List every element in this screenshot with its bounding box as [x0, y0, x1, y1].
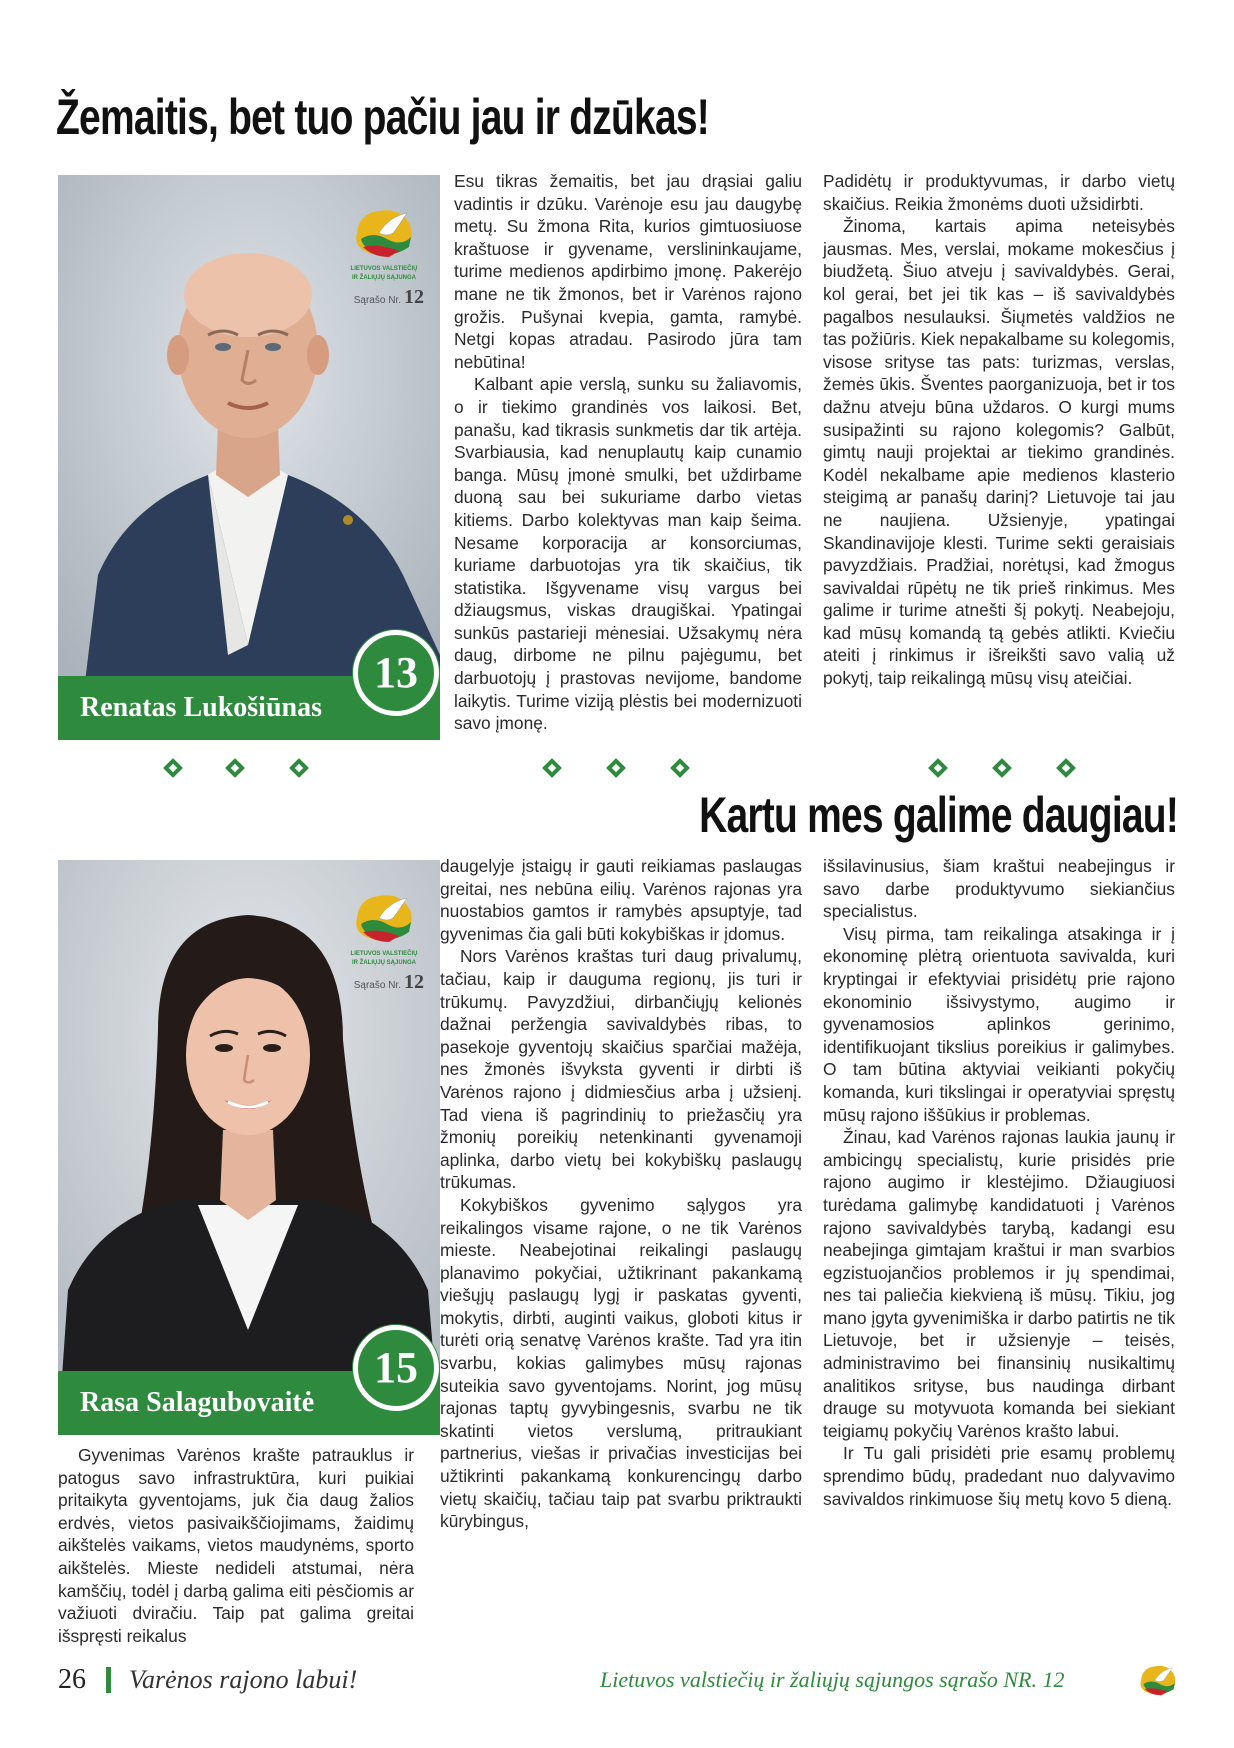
list-number: 12 [404, 971, 424, 993]
footer-divider [106, 1667, 111, 1693]
ornament-icon [605, 757, 627, 779]
paragraph: Kalbant apie verslą, sunku su žaliavomis, o ir tiekimo grandinės vos laikosi. Bet, panašu, kad tikrasis sunkmetis dar tik artėja. Svarbiausia, kad nenuplautų kaip cunamio banga. Mūsų įmonė smulki, bet uždirbame duoną sau bei sukuriame darbo vietas kitiems. Darbo kolektyvas man kaip šeima. Nesame korporacija ar konsorciumas, kuriame darbuotojas yra tik skaičius, tik statistika. Išgyvename visų vargus bei džiaugsmus, viskas draugiškai. Ypatingai sunkūs pastarieji mėnesiai. Užsakymų nėra daug, dirbome ne pilnu pajėgumu, bet darbuotojų į prastovas nevijome, bandome laikytis. Turime viziją plėstis bei modernizuoti savo įmonę. [454, 374, 802, 734]
footer-party-text: Lietuvos valstiečių ir žaliųjų sąjungos sąrašo NR. 12 [600, 1667, 1065, 1692]
paragraph: Esu tikras žemaitis, bet jau drąsiai galiu vadintis ir dzūku. Varėnoje esu jau daugybę metų. Su žmona Rita, kurios gimtuosiuose kraštuose ir gyvename, verslininkaujame, turime medienos apdirbimo įmonę. Pakerėjo mane ne tik žmonos, bet ir Varėnos rajono grožis. Pušynai kvepia, gamta, ramybė. Netgi kopas atradau. Pasirodo jūra tam nebūtina! [454, 171, 802, 372]
article2-headline: Kartu mes galime daugiau! [699, 787, 1178, 843]
party-logo-icon [349, 888, 419, 944]
article2-column2 [440, 855, 802, 1533]
logo-caption-line2: IR ŽALIŲJŲ SĄJUNGA [351, 960, 416, 966]
ornament-icon [224, 757, 246, 779]
paragraph: Nors Varėnos kraštas turi daug privalumų, tačiau, kaip ir dauguma regionų, jis turi ir trūkumų. Pavyzdžiui, dirbančiųjų kelionės dažnai peržengia savivaldybės ribas, to pasekoje gyventojų skaičius sparčiai mažėja, nes žmonės išvyksta gyventi ir dirbti iš Varėnos rajono į didmiesčius arba į užsienį. Tad viena iš pagrindinių to priežasčių yra žmonių poreikių netenkinanti gyvenamoji aplinka, darbo vietų bei kokybiškų paslaugų trūkumas. [440, 946, 802, 1193]
paragraph: Visų pirma, tam reikalinga atsakinga ir į ekonominę plėtrą orientuota savivalda, kuri kryptingai ir efektyviai prisidėtų prie rajono ekonominio išsivystymo, augimo ir gyvenamosios aplinkos gerinimo, identifikuojant tikslius poreikius ir galimybes. O tam būtina aktyviai veikianti pokyčių komanda, kuri tikslingai ir operatyviai spręstų mūsų rajono iššūkius ir problemas. [823, 923, 1175, 1125]
paragraph: Kokybiškos gyvenimo sąlygos yra reikalingos visame rajone, o ne tik Varėnos mieste. Neabejotinai reikalingi paslaugų planavimo pokyčiai, užtikrinant pakankamą viešųjų paslaugų lygį ir paskatas gyventi, mokytis, dirbti, auginti vaikus, globoti kitus ir turėti orią senatvę Varėnos krašte. Tad yra itin svarbu, kokias galimybes mūsų rajonas suteikia savo gyventojams. Norint, jog mūsų rajonas taptų gyvybingesnis, svarbu ne tik skatinti vietos verslumą, pritraukiant partnerius, viešas ir privačias investicijas bei užtikrinti pakankamą konkurencingų darbo vietų skaičių, tačiau taip pat svarbu priktraukti kūrybingus, [440, 1194, 802, 1532]
candidate-13-number-badge: 13 [353, 630, 439, 716]
ornament-icon [991, 757, 1013, 779]
logo-caption-line1: LIETUVOS VALSTIEČIŲ [350, 266, 418, 272]
ornament-icon [927, 757, 949, 779]
list-label: Sąrašo Nr. [353, 980, 401, 991]
paragraph: Gyvenimas Varėnos krašte patrauklus ir patogus savo infrastruktūra, kuri puikiai pritaikyta gyventojams, juk čia daug žalios erdvės, vietos pasivaikščiojimams, žaidimų aikštelės vaikams, vietos maudynėms, sporto aikštelės. Mieste nedideli atstumai, nėra kamščių, todėl į darbą galima eiti pėsčiomis ar važiuoti dviračiu. Taip pat galima greitai išspręsti reikalus [58, 1445, 414, 1646]
list-number: 12 [404, 286, 424, 308]
candidate-15-photo [58, 860, 440, 1435]
ornament-icon [162, 757, 184, 779]
logo-caption-line1: LIETUVOS VALSTIEČIŲ [350, 951, 418, 957]
page-number: 26 [58, 1664, 86, 1695]
paragraph: Žinoma, kartais apima neteisybės jausmas. Mes, verslai, mokame mokesčius į biudžetą. Šiuo atveju į savivaldybės. Gerai, kol gerai, bet jei tik kas – iš savivaldybės pagalbos nesulauksi. Šiųmetės valdžios ne tas požiūris. Kiek nepakalbame su kolegomis, visose srityse tas pats: turizmas, verslas, žemės ūkis. Šventes paorganizuoja, bet ir tos dažnu atveju būna uždaros. O kurgi mums susipažinti su rajono kolegomis? Galbūt, gimtų nauji projektai ar tiekimo grandinės. Kodėl nekalbame apie medienos klasterio steigimą ar panašų darinį? Lietuvoje tai jau ne naujiena. Užsienyje, ypatingai Skandinavijoje klesti. Turime sekti geraisiais pavyzdžiais. Pradžiai, norėtųsi, kad žmogus savivaldai rūpėtų ne tik prieš rinkimus. Mes galime ir turime atnešti šį pokytį. Neabejoju, kad mūsų komandą tą gebės atlikti. Kviečiu ateiti į rinkimus ir išreikšti savo valią už pokytį, taip reikalingą mūsų visų ateičiai. [823, 216, 1175, 689]
paragraph: daugelyje įstaigų ir gauti reikiamas paslaugas greitai, nes nebūna eilių. Varėnos rajonas yra nuostabios gamtos ir ramybės apsuptyje, tad gyvenimas čia gali būti kokybiškas ir įdomus. [440, 856, 802, 944]
party-logo [340, 203, 428, 309]
footer-party-logo-icon [1136, 1660, 1180, 1698]
article1-headline: Žemaitis, bet tuo pačiu jau ir dzūkas! [56, 89, 709, 145]
list-label: Sąrašo Nr. [353, 295, 401, 306]
article2-column1 [58, 1444, 414, 1647]
party-logo-icon [349, 203, 419, 259]
ornament-icon [1055, 757, 1077, 779]
article1-column2 [823, 170, 1175, 690]
ornament-icon [669, 757, 691, 779]
candidate-13-name: Renatas Lukošiūnas [58, 676, 440, 740]
paragraph: išsilavinusius, šiam kraštui neabejingus ir savo darbe produktyvumo siekiančius specialistus. [823, 856, 1175, 922]
ornament-icon [288, 757, 310, 779]
article2-column3 [823, 855, 1175, 1510]
logo-caption-line2: IR ŽALIŲJŲ SĄJUNGA [351, 275, 416, 281]
ornament-icon [541, 757, 563, 779]
logo-list-number [340, 971, 428, 994]
paragraph: Padidėtų ir produktyvumas, ir darbo vietų skaičius. Reikia žmonėms duoti užsidirbti. [823, 171, 1175, 214]
candidate-15-name: Rasa Salagubovaitė [58, 1371, 440, 1435]
candidate-13-photo [58, 175, 440, 740]
footer-left [58, 1660, 357, 1700]
party-logo [340, 888, 428, 994]
footer-slogan: Varėnos rajono labui! [129, 1665, 358, 1694]
paragraph: Ir Tu gali prisidėti prie esamų problemų sprendimo būdų, pradedant nuo dalyvavimo savivaldos rinkimuose šių metų kovo 5 dieną. [823, 1443, 1175, 1509]
candidate-15-number-badge: 15 [353, 1325, 439, 1411]
paragraph: Žinau, kad Varėnos rajonas laukia jaunų ir ambicingų specialistų, kurie prisidės prie rajono augimo ir klestėjimo. Džiaugiuosi turėdama galimybę kandidatuoti į Varėnos rajono savivaldybės tarybą, kadangi esu neabejinga gimtajam kraštui ir man svarbios egzistuojančios problemos ir jų spendimai, nes tai paliečia kiekvieną iš mūsų. Tikiu, jog mano įgyta gyvenimiška ir darbo patirtis ne tik Lietuvoje, bet ir užsienyje – teisės, administravimo bei finansinių nusikaltimų analitikos srityse, bus naudinga dirbant drauge su motyvuota komanda bei siekiant teigiamų pokyčių Varėnos krašto labui. [823, 1127, 1175, 1441]
logo-list-number [340, 286, 428, 309]
article1-column1 [454, 170, 802, 735]
